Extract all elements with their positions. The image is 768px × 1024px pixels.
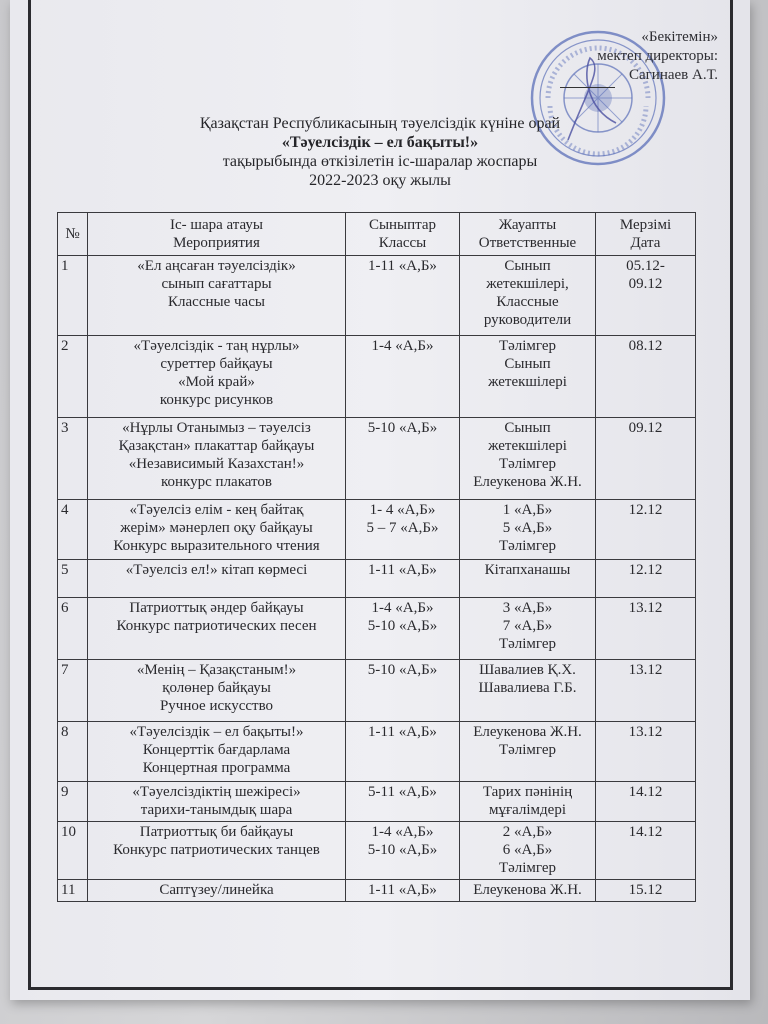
row-event-line: суреттер байқауы bbox=[160, 356, 273, 372]
row-classes bbox=[346, 722, 460, 782]
row-number: 11 bbox=[58, 880, 88, 902]
heading-line-1: Қазақстан Республикасының тәуелсіздік күніне орай bbox=[199, 115, 561, 132]
row-responsible-line: руководители bbox=[483, 312, 572, 328]
row-number: 3 bbox=[58, 418, 88, 500]
heading-year: 2022-2023 оқу жылы bbox=[309, 172, 451, 189]
table-row bbox=[58, 782, 696, 822]
events-plan-table bbox=[57, 212, 696, 902]
header-date: Мерзімі Дата bbox=[596, 213, 696, 256]
row-date bbox=[596, 782, 696, 822]
row-responsible-line: Елеукенова Ж.Н. bbox=[473, 724, 582, 740]
row-date-line: 12.12 bbox=[628, 502, 663, 518]
row-event-line: Патриоттық әндер байқауы bbox=[129, 600, 304, 616]
row-responsible-line: Елеукенова Ж.Н. bbox=[473, 474, 582, 490]
header-event: Іс- шара атауы Мероприятия bbox=[88, 213, 346, 256]
row-responsible-line: жетекшілері bbox=[488, 438, 567, 454]
row-date-line: 08.12 bbox=[628, 338, 663, 354]
row-date bbox=[596, 822, 696, 880]
row-event-line: «Мой край» bbox=[178, 374, 255, 390]
row-responsible-line: Тәлімгер bbox=[498, 338, 557, 354]
row-classes bbox=[346, 660, 460, 722]
row-classes-line: 5-10 «А,Б» bbox=[367, 662, 438, 678]
row-date bbox=[596, 256, 696, 336]
row-date bbox=[596, 880, 696, 902]
row-event bbox=[88, 660, 346, 722]
row-date bbox=[596, 722, 696, 782]
row-date bbox=[596, 500, 696, 560]
row-classes-line: 1- 4 «А,Б» bbox=[369, 502, 436, 518]
row-event-line: «Тәуелсіз ел!» кітап көрмесі bbox=[125, 562, 308, 578]
row-responsible-line: 5 «А,Б» bbox=[502, 520, 553, 536]
row-responsible-line: Тәлімгер bbox=[498, 456, 557, 472]
row-responsible-line: жетекшілері, bbox=[486, 276, 569, 292]
table-row bbox=[58, 418, 696, 500]
row-event bbox=[88, 418, 346, 500]
row-responsible-line: 2 «А,Б» bbox=[502, 824, 553, 840]
row-event bbox=[88, 336, 346, 418]
row-event-line: конкурс рисунков bbox=[159, 392, 274, 408]
row-responsible-line: Шавалиев Қ.Х. bbox=[479, 662, 576, 678]
header-num: № bbox=[58, 213, 88, 256]
row-responsible bbox=[460, 880, 596, 902]
row-date-line: 13.12 bbox=[628, 724, 663, 740]
row-responsible bbox=[460, 598, 596, 660]
row-event bbox=[88, 560, 346, 598]
row-classes-line: 1-4 «А,Б» bbox=[371, 338, 434, 354]
row-number: 8 bbox=[58, 722, 88, 782]
header-classes: Сыныптар Классы bbox=[346, 213, 460, 256]
row-event bbox=[88, 822, 346, 880]
approval-title: «Бекітемін» bbox=[641, 29, 718, 45]
row-classes bbox=[346, 336, 460, 418]
row-date bbox=[596, 660, 696, 722]
table-body bbox=[58, 256, 696, 902]
row-classes-line: 1-4 «А,Б» bbox=[371, 600, 434, 616]
table-row bbox=[58, 880, 696, 902]
row-classes-line: 5-11 «А,Б» bbox=[368, 784, 437, 800]
table-row bbox=[58, 500, 696, 560]
row-event-line: жерім» мәнерлеп оқу байқауы bbox=[120, 520, 313, 536]
row-classes-line: 1-11 «А,Б» bbox=[368, 562, 437, 578]
row-date bbox=[596, 598, 696, 660]
row-event bbox=[88, 722, 346, 782]
table-row bbox=[58, 560, 696, 598]
row-responsible bbox=[460, 336, 596, 418]
row-event-line: «Независимый Казахстан!» bbox=[128, 456, 305, 472]
row-classes bbox=[346, 880, 460, 902]
table-header-row bbox=[58, 213, 696, 256]
row-event bbox=[88, 256, 346, 336]
row-number: 4 bbox=[58, 500, 88, 560]
row-date-line: 12.12 bbox=[628, 562, 663, 578]
document-heading bbox=[90, 114, 670, 190]
row-number: 7 bbox=[58, 660, 88, 722]
table-row bbox=[58, 256, 696, 336]
row-responsible-line: Тәлімгер bbox=[498, 538, 557, 554]
row-responsible bbox=[460, 560, 596, 598]
row-event-line: «Нұрлы Отанымыз – тәуелсіз bbox=[122, 420, 311, 436]
row-responsible-line: Классные bbox=[496, 294, 559, 310]
row-classes-line: 1-11 «А,Б» bbox=[368, 724, 437, 740]
row-event-line: Конкурс выразительного чтения bbox=[113, 538, 320, 554]
heading-line-3: тақырыбында өткізілетін іс-шаралар жоспары bbox=[222, 153, 538, 170]
row-responsible bbox=[460, 722, 596, 782]
row-event-line: тарихи-танымдық шара bbox=[140, 802, 293, 818]
row-event-line: сынып сағаттары bbox=[161, 276, 272, 292]
row-number: 10 bbox=[58, 822, 88, 880]
approval-position: мектеп директоры: bbox=[597, 48, 718, 64]
row-responsible-line: 3 «А,Б» bbox=[502, 600, 553, 616]
approval-name: Сагинаев А.Т. bbox=[628, 67, 718, 83]
row-event-line: «Тәуелсіз елім - кең байтақ bbox=[129, 502, 304, 518]
row-responsible bbox=[460, 418, 596, 500]
row-event bbox=[88, 782, 346, 822]
row-date-line: 14.12 bbox=[628, 784, 663, 800]
row-classes bbox=[346, 418, 460, 500]
row-responsible bbox=[460, 782, 596, 822]
row-classes bbox=[346, 500, 460, 560]
row-event-line: Ручное искусство bbox=[159, 698, 274, 714]
row-event bbox=[88, 880, 346, 902]
row-classes bbox=[346, 256, 460, 336]
row-event-line: Классные часы bbox=[168, 294, 265, 310]
row-date bbox=[596, 560, 696, 598]
row-date-line: 09.12 bbox=[628, 276, 663, 292]
row-date-line: 15.12 bbox=[628, 882, 663, 898]
row-event-line: Қазақстан» плакаттар байқауы bbox=[118, 438, 315, 454]
row-classes bbox=[346, 598, 460, 660]
row-number: 6 bbox=[58, 598, 88, 660]
row-classes bbox=[346, 822, 460, 880]
row-event bbox=[88, 500, 346, 560]
row-responsible-line: Елеукенова Ж.Н. bbox=[473, 882, 582, 898]
heading-theme: «Тәуелсіздік – ел бақыты!» bbox=[281, 134, 479, 151]
row-event bbox=[88, 598, 346, 660]
table-row bbox=[58, 722, 696, 782]
row-number: 9 bbox=[58, 782, 88, 822]
row-classes-line: 5-10 «А,Б» bbox=[367, 618, 438, 634]
table-row bbox=[58, 822, 696, 880]
row-event-line: «Тәуелсіздік - таң нұрлы» bbox=[133, 338, 300, 354]
row-event-line: конкурс плакатов bbox=[161, 474, 272, 490]
row-classes-line: 5-10 «А,Б» bbox=[367, 420, 438, 436]
row-date bbox=[596, 418, 696, 500]
row-event-line: «Тәуелсіздік – ел бақыты!» bbox=[129, 724, 304, 740]
row-event-line: Конкурс патриотических танцев bbox=[113, 842, 320, 858]
row-classes-line: 5 – 7 «А,Б» bbox=[366, 520, 439, 536]
row-responsible-line: Шавалиева Г.Б. bbox=[478, 680, 577, 696]
row-responsible-line: Сынып bbox=[504, 258, 551, 274]
row-event-line: Конкурс патриотических песен bbox=[116, 618, 317, 634]
row-date bbox=[596, 336, 696, 418]
row-classes-line: 1-11 «А,Б» bbox=[368, 882, 437, 898]
row-responsible-line: Тәлімгер bbox=[498, 742, 557, 758]
row-responsible-line: жетекшілері bbox=[488, 374, 567, 390]
row-date-line: 13.12 bbox=[628, 662, 663, 678]
row-responsible-line: Тәлімгер bbox=[498, 636, 557, 652]
row-event-line: Саптүзеу/линейка bbox=[159, 882, 274, 898]
row-event-line: «Тәуелсіздіктің шежіресі» bbox=[132, 784, 301, 800]
approval-block bbox=[597, 28, 718, 85]
row-responsible bbox=[460, 256, 596, 336]
row-date-line: 14.12 bbox=[628, 824, 663, 840]
row-event-line: «Ел аңсаған тәуелсіздік» bbox=[137, 258, 296, 274]
row-responsible bbox=[460, 660, 596, 722]
row-responsible-line: Тарих пәнінің bbox=[482, 784, 573, 800]
row-date-line: 13.12 bbox=[628, 600, 663, 616]
row-classes-line: 1-4 «А,Б» bbox=[371, 824, 434, 840]
row-responsible-line: мұғалімдері bbox=[488, 802, 567, 818]
row-responsible-line: Сынып bbox=[504, 356, 551, 372]
row-event-line: «Менің – Қазақстаным!» bbox=[136, 662, 297, 678]
row-classes-line: 5-10 «А,Б» bbox=[367, 842, 438, 858]
row-responsible bbox=[460, 500, 596, 560]
header-responsible: Жауапты Ответственные bbox=[460, 213, 596, 256]
row-responsible-line: Кітапханашы bbox=[484, 562, 571, 578]
row-responsible-line: 1 «А,Б» bbox=[502, 502, 553, 518]
row-number: 1 bbox=[58, 256, 88, 336]
row-date-line: 05.12- bbox=[626, 258, 665, 274]
row-responsible-line: 6 «А,Б» bbox=[502, 842, 553, 858]
row-event-line: Патриоттық би байқауы bbox=[139, 824, 294, 840]
row-classes-line: 1-11 «А,Б» bbox=[368, 258, 437, 274]
row-event-line: Концертная программа bbox=[142, 760, 291, 776]
table-row bbox=[58, 336, 696, 418]
row-responsible-line: Тәлімгер bbox=[498, 860, 557, 876]
table-row bbox=[58, 660, 696, 722]
row-number: 2 bbox=[58, 336, 88, 418]
row-number: 5 bbox=[58, 560, 88, 598]
row-event-line: қолөнер байқауы bbox=[162, 680, 271, 696]
row-classes bbox=[346, 560, 460, 598]
row-responsible-line: 7 «А,Б» bbox=[502, 618, 553, 634]
table-row bbox=[58, 598, 696, 660]
row-event-line: Концерттік бағдарлама bbox=[142, 742, 291, 758]
row-responsible-line: Сынып bbox=[504, 420, 551, 436]
row-classes bbox=[346, 782, 460, 822]
row-responsible bbox=[460, 822, 596, 880]
signature-line bbox=[560, 86, 615, 88]
row-date-line: 09.12 bbox=[628, 420, 663, 436]
